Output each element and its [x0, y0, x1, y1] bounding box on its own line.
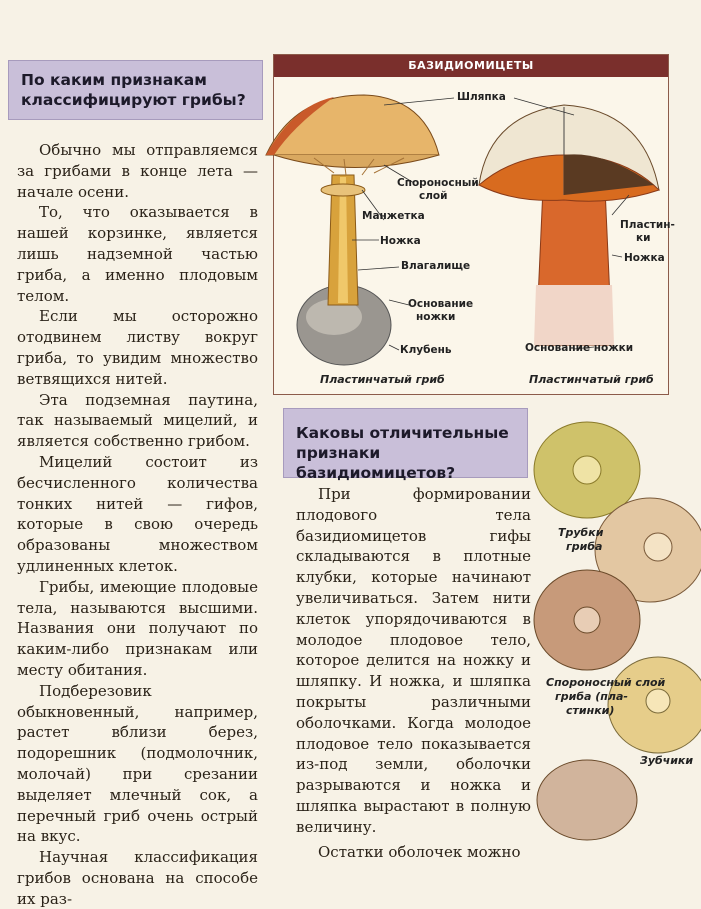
right-paragraph: Остатки оболочек можно	[318, 842, 521, 861]
label-spore-gills-2: гриба (пла-	[555, 690, 628, 703]
label-stem-right: Ножка	[624, 252, 665, 264]
label-gills-2: ки	[636, 232, 651, 244]
label-gills-1: Пластин-	[620, 219, 675, 231]
label-tuber: Клубень	[400, 344, 452, 356]
label-spore-layer-2: слой	[419, 190, 448, 202]
label-teeth: Зубчики	[640, 754, 694, 767]
left-paragraph: Грибы, имеющие плодовые тела, называются высшими. Названия они получают по каким-либо признакам или месту обитания.	[17, 577, 258, 679]
label-tubes-1: Трубки	[558, 526, 604, 539]
spore-structures-illustration	[530, 415, 701, 800]
label-spore-layer-1: Спороносный	[397, 177, 479, 189]
figure-title: БАЗИДИОМИЦЕТЫ	[274, 55, 668, 77]
left-question-line-1: По каким признакам	[21, 71, 207, 89]
left-paragraph: Эта подземная паутина, так называемый мицелий, и является собственно грибом.	[17, 390, 258, 451]
left-text-column	[17, 140, 258, 909]
label-volva: Влагалище	[401, 260, 471, 272]
label-spore-gills-1: Спороносный слой	[546, 676, 666, 689]
right-paragraph: При формировании плодового тела базидиомицетов гифы складываются в плотные клубки, которые начинают увеличиваться. Затем нити клеток упорядочиваются в молодое плодовое тело, которое делится на ножку и шляпку. И ножка, и шляпка покрыты различными оболочками. Когда молодое плодовое тело показывается из-под земли, оболочки разрываются и ножка и шляпка вырастают в полную величину.	[296, 485, 531, 836]
left-paragraph: Подберезовик обыкновенный, например, растет вблизи берез, подорешник (подмолочник, молочай) при срезании выделяет млечный сок, а перечный гриб очень острый на вкус.	[17, 681, 258, 846]
label-ring: Манжетка	[362, 210, 425, 222]
left-paragraph: Если мы осторожно отодвинем листву вокруг гриба, то увидим множество ветвящихся нитей.	[17, 307, 258, 388]
left-question-box	[8, 60, 263, 120]
label-tubes-2: гриба	[566, 540, 603, 553]
caption-left: Пластинчатый гриб	[320, 373, 445, 386]
right-question-line-1: Каковы отличительные	[296, 424, 509, 442]
left-paragraph: Научная классификация грибов основана на способе их раз-	[17, 848, 258, 908]
left-paragraph: То, что оказывается в нашей корзинке, является лишь надземной частью гриба, а именно плодовым телом.	[17, 203, 258, 305]
caption-right: Пластинчатый гриб	[529, 373, 654, 386]
label-spore-gills-3: стинки)	[566, 704, 615, 717]
label-stem-base-left-1: Основание	[408, 298, 474, 310]
right-question-line-2: признаки базидиомицетов?	[296, 444, 456, 482]
label-stem-left: Ножка	[380, 235, 421, 247]
label-stem-base-left-2: ножки	[416, 311, 456, 323]
left-paragraph: Обычно мы отправляемся за грибами в конце лета — начале осени.	[17, 141, 258, 201]
left-paragraph: Мицелий состоит из бесчисленного количества тонких нитей — гифов, которые в свою очередь образованы множеством удлиненных клеток.	[17, 452, 258, 575]
label-cap: Шляпка	[457, 91, 506, 103]
right-text-column	[296, 484, 531, 862]
basidiomycetes-figure	[273, 54, 675, 395]
left-question-line-2: классифицируют грибы?	[21, 91, 246, 109]
label-stem-base-right: Основание ножки	[525, 342, 634, 354]
right-question-box	[283, 408, 528, 482]
